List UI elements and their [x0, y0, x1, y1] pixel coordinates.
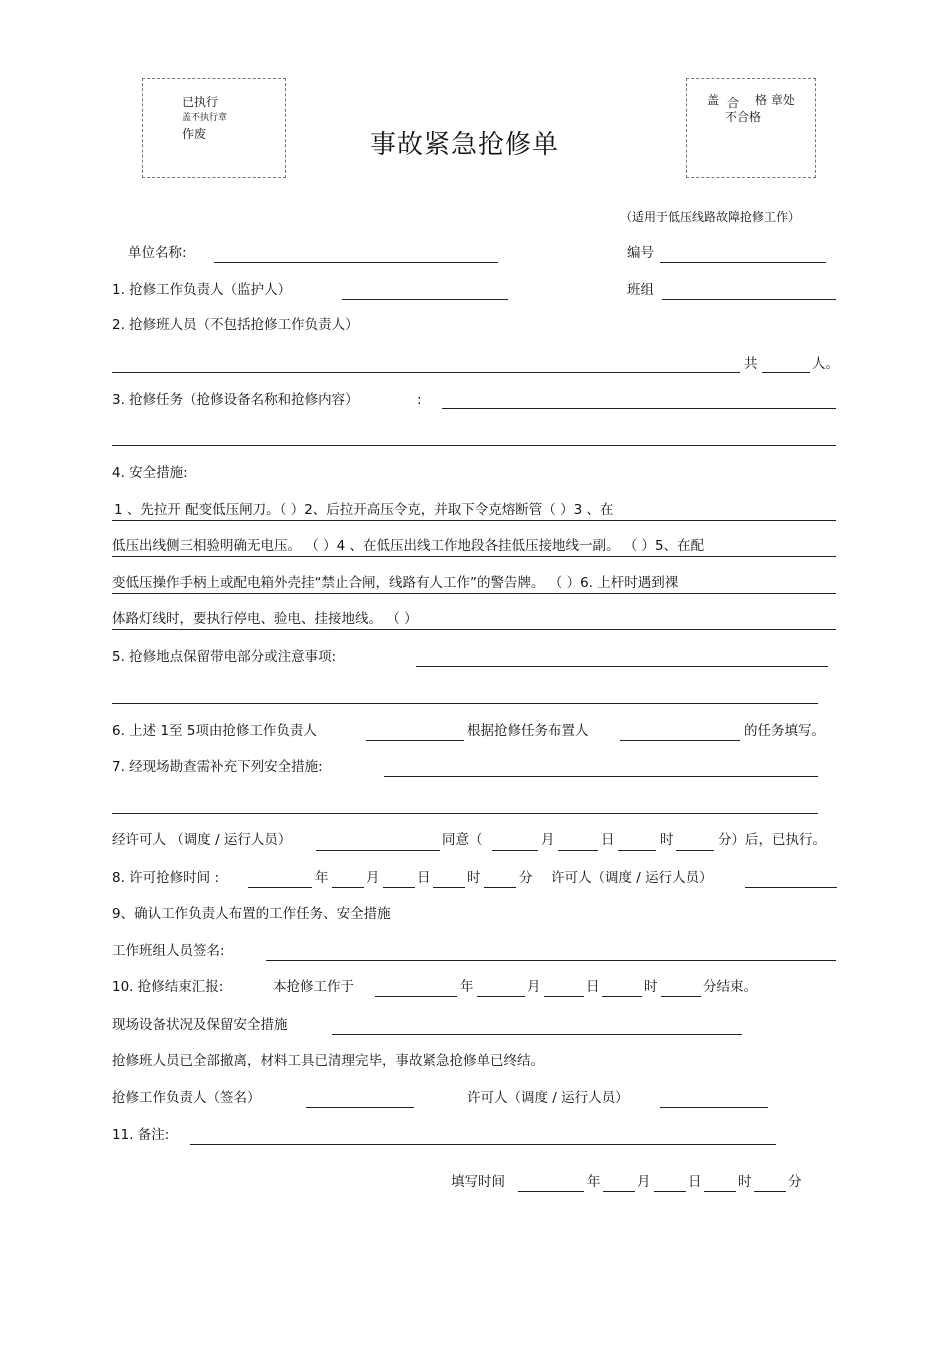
total-suffix: 人。: [812, 356, 839, 372]
team-field[interactable]: [662, 299, 836, 300]
item8-hour-field[interactable]: [433, 887, 465, 888]
fill-minute-field[interactable]: [754, 1191, 786, 1192]
permit-hour-label: 时: [660, 832, 674, 848]
item9-label: 9、确认工作负责人布置的工作任务、安全措施: [112, 906, 391, 922]
team-sign-label: 工作班组人员签名:: [112, 943, 225, 959]
item6-assigner-field[interactable]: [620, 740, 740, 741]
safety-underline-2: [112, 556, 836, 557]
team-label: 班组: [627, 282, 654, 298]
item8-month-field[interactable]: [332, 887, 364, 888]
unit-name-label: 单位名称:: [128, 245, 187, 261]
item10-month-field[interactable]: [477, 996, 525, 997]
site-status-field[interactable]: [332, 1034, 742, 1035]
stamp-seal-label: 格 章处: [755, 93, 795, 107]
stamp-fail-label: 不合格: [725, 110, 762, 124]
item6-part3: 的任务填写。: [744, 723, 825, 739]
fill-year-label: 年: [587, 1174, 601, 1190]
item8-year-label: 年: [315, 870, 329, 886]
item8-minute-label: 分: [519, 870, 533, 886]
item8-month-label: 月: [366, 870, 380, 886]
remarks-field[interactable]: [190, 1144, 776, 1145]
fill-time-label: 填写时间: [451, 1174, 505, 1190]
stamp-cover-label: 盖: [707, 93, 720, 107]
item10-hour-field[interactable]: [602, 996, 642, 997]
fill-day-label: 日: [688, 1174, 702, 1190]
fill-year-field[interactable]: [518, 1191, 584, 1192]
crew-members-field[interactable]: [112, 372, 740, 373]
permitter-sign-label: 许可人（调度 / 运行人员）: [467, 1090, 629, 1106]
fill-minute-label: 分: [788, 1174, 802, 1190]
number-field[interactable]: [660, 262, 826, 263]
item10-month-label: 月: [527, 979, 541, 995]
fill-month-field[interactable]: [603, 1191, 635, 1192]
permit-day-label: 日: [601, 832, 615, 848]
crew-count-field[interactable]: [762, 372, 810, 373]
item8-permitter-label: 许可人（调度 / 运行人员）: [551, 870, 713, 886]
safety-line-2: 低压出线侧三相验明确无电压。 （ ）4 、在低压出线工作地段各挂低压接地线一副。 （ ）5、在配: [112, 538, 705, 554]
item10-day-field[interactable]: [544, 996, 584, 997]
executed-stamp-box: [142, 78, 286, 178]
item8-day-field[interactable]: [383, 887, 415, 888]
permit-month-field[interactable]: [492, 850, 538, 851]
task-field-line1[interactable]: [442, 408, 836, 409]
permit-agree: 同意（: [442, 832, 483, 848]
item8-minute-field[interactable]: [484, 887, 516, 888]
number-label: 编号: [627, 245, 654, 261]
task-field-line2[interactable]: [112, 445, 836, 446]
leader-field[interactable]: [342, 299, 508, 300]
item10-day-label: 日: [586, 979, 600, 995]
scope-note: （适用于低压线路故障抢修工作）: [620, 210, 801, 224]
item3-colon: :: [417, 392, 422, 408]
item6-leader-field[interactable]: [366, 740, 464, 741]
permit-month-label: 月: [541, 832, 555, 848]
item4-label: 4. 安全措施:: [112, 465, 188, 481]
item1-label: 1. 抢修工作负责人（监护人）: [112, 282, 292, 298]
item8-year-field[interactable]: [248, 887, 312, 888]
item3-label: 3. 抢修任务（抢修设备名称和抢修内容）: [112, 392, 359, 408]
live-parts-field-line2[interactable]: [112, 703, 818, 704]
safety-underline-4: [112, 629, 836, 630]
safety-line-1: 1 、先拉开 配变低压闸刀。（ ）2、后拉开高压令克，并取下令克熔断管（ ）3 、在: [114, 502, 614, 518]
permit-minute-field[interactable]: [676, 850, 714, 851]
item2-label: 2. 抢修班人员（不包括抢修工作负责人）: [112, 317, 359, 333]
live-parts-field-line1[interactable]: [416, 666, 828, 667]
permit-hour-field[interactable]: [618, 850, 656, 851]
permitter-sign-field[interactable]: [660, 1107, 768, 1108]
item10-year-label: 年: [460, 979, 474, 995]
fill-month-label: 月: [637, 1174, 651, 1190]
safety-line-4: 体路灯线时，要执行停电、验电、挂接地线。 （ ）: [112, 611, 418, 627]
item10-year-field[interactable]: [375, 996, 457, 997]
unit-name-field[interactable]: [214, 262, 498, 263]
qualification-stamp-box: [686, 78, 816, 178]
safety-underline-3: [112, 593, 836, 594]
stamp-not-executed-label: 盖不执行章: [182, 113, 228, 123]
permit-part1: 经许可人 （调度 / 运行人员）: [112, 832, 292, 848]
evacuated-text: 抢修班人员已全部撤离，材料工具已清理完毕，事故紧急抢修单已终结。: [112, 1053, 544, 1069]
item10-minute-field[interactable]: [661, 996, 701, 997]
item5-label: 5. 抢修地点保留带电部分或注意事项:: [112, 649, 337, 665]
safety-line-3: 变低压操作手柄上或配电箱外壳挂“禁止合闸，线路有人工作”的警告牌。 （ ）6. 上杆时遇到裸: [112, 575, 679, 591]
item10-label: 10. 抢修结束汇报:: [112, 979, 224, 995]
item8-day-label: 日: [417, 870, 431, 886]
item10-text: 本抢修工作于: [273, 979, 354, 995]
item10-hour-label: 时: [644, 979, 658, 995]
safety-underline-1: [112, 520, 836, 521]
item8-hour-label: 时: [467, 870, 481, 886]
fill-hour-field[interactable]: [704, 1191, 736, 1192]
item7-label: 7. 经现场勘查需补充下列安全措施:: [112, 759, 323, 775]
leader-sign-label: 抢修工作负责人（签名）: [112, 1090, 261, 1106]
leader-sign-field[interactable]: [306, 1107, 414, 1108]
extra-measures-field-line1[interactable]: [384, 776, 818, 777]
fill-day-field[interactable]: [654, 1191, 686, 1192]
permit-person-field[interactable]: [316, 850, 440, 851]
permit-minute-end: 分）后，已执行。: [718, 832, 826, 848]
fill-hour-label: 时: [738, 1174, 752, 1190]
stamp-pass-label: 合: [727, 96, 740, 110]
stamp-executed-label: 已执行: [182, 95, 219, 109]
item11-label: 11. 备注:: [112, 1127, 170, 1143]
permit-day-field[interactable]: [558, 850, 598, 851]
stamp-void-label: 作废: [182, 127, 207, 141]
team-sign-field[interactable]: [266, 960, 836, 961]
extra-measures-field-line2[interactable]: [112, 813, 818, 814]
total-prefix: 共: [744, 356, 758, 372]
document-title: 事故紧急抢修单: [370, 130, 560, 160]
item8-label: 8. 许可抢修时间 :: [112, 870, 220, 886]
site-status-label: 现场设备状况及保留安全措施: [112, 1017, 288, 1033]
item8-permitter-field[interactable]: [745, 887, 837, 888]
item10-minute-end: 分结束。: [703, 979, 757, 995]
item6-part2: 根据抢修任务布置人: [467, 723, 589, 739]
item6-part1: 6. 上述 1至 5项由抢修工作负责人: [112, 723, 317, 739]
